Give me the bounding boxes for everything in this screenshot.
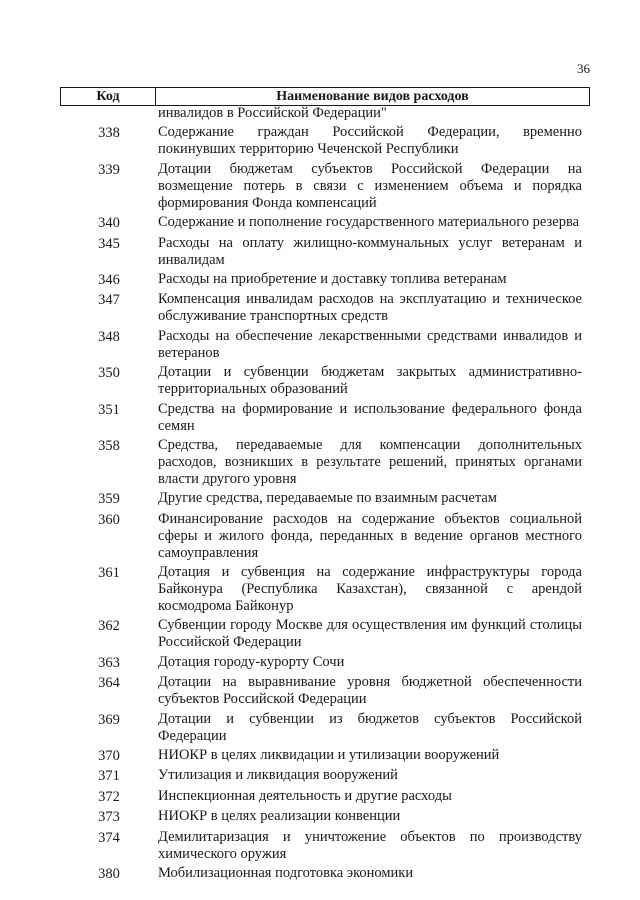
table-row — [60, 490, 590, 508]
table-row — [60, 291, 590, 325]
row-name: Утилизация и ликвидация вооружений — [158, 767, 398, 784]
page-number: 36 — [577, 61, 590, 76]
row-code: 363 — [98, 654, 120, 671]
row-code: 346 — [98, 271, 120, 288]
row-name: инвалидов в Российской Федерации" — [158, 105, 387, 121]
table-body — [60, 105, 590, 885]
table-row — [60, 271, 590, 289]
row-name: Финансирование расходов на содержание объектов социальной сферы и жилого фонда, переданных в ведение органов местного самоуправления — [158, 510, 582, 561]
row-name: Демилитаризация и уничтожение объектов по производству химического оружия — [158, 828, 582, 862]
row-name: Дотации бюджетам субъектов Российской Федерации на возмещение потерь в связи с изменением объема и порядка формирования Фонда компенсаций — [158, 160, 582, 211]
table-row — [60, 328, 590, 362]
row-name: Содержание граждан Российской Федерации, временно покинувших территорию Чеченской Республики — [158, 124, 582, 158]
row-code: 340 — [98, 215, 120, 232]
row-code: 374 — [98, 829, 120, 846]
table-row — [60, 235, 590, 269]
row-name: Расходы на оплату жилищно-коммунальных услуг ветеранам и инвалидам — [158, 234, 582, 268]
table-row — [60, 214, 590, 232]
table-row — [60, 124, 590, 158]
table-row — [60, 105, 590, 122]
table-row — [60, 767, 590, 785]
row-code: 350 — [98, 365, 120, 382]
table-row — [60, 808, 590, 826]
row-code: 345 — [98, 235, 120, 252]
row-code: 364 — [98, 675, 120, 692]
row-code: 380 — [98, 865, 120, 882]
row-code: 358 — [98, 437, 120, 454]
table-row — [60, 654, 590, 672]
table-row — [60, 788, 590, 806]
table-row — [60, 564, 590, 615]
row-code: 373 — [98, 809, 120, 826]
row-name: НИОКР в целях ликвидации и утилизации вооружений — [158, 747, 500, 764]
row-name: Средства на формирование и использование федерального фонда семян — [158, 400, 582, 434]
table-row — [60, 711, 590, 745]
row-code: 369 — [98, 711, 120, 728]
row-name: Дотации и субвенции бюджетам закрытых административно-территориальных образований — [158, 364, 582, 398]
table-row — [60, 437, 590, 488]
row-code: 372 — [98, 788, 120, 805]
row-name: Дотации на выравнивание уровня бюджетной обеспеченности субъектов Российской Федерации — [158, 674, 582, 708]
table-row — [60, 617, 590, 651]
row-name: Расходы на обеспечение лекарственными средствами инвалидов и ветеранов — [158, 327, 582, 361]
row-code: 362 — [98, 618, 120, 635]
row-name: НИОКР в целях реализации конвенции — [158, 808, 401, 825]
row-name: Инспекционная деятельность и другие расходы — [158, 787, 452, 804]
row-code: 339 — [98, 161, 120, 178]
row-name: Мобилизационная подготовка экономики — [158, 864, 414, 881]
row-code: 347 — [98, 292, 120, 309]
row-code: 348 — [98, 328, 120, 345]
row-code: 360 — [98, 511, 120, 528]
table-row — [60, 674, 590, 708]
row-name: Средства, передаваемые для компенсации дополнительных расходов, возникших в результате решений, принятых органами власти другого уровня — [158, 436, 582, 487]
row-code — [60, 105, 158, 122]
header-code: Код — [61, 88, 156, 105]
row-code: 361 — [98, 565, 120, 582]
table-row — [60, 161, 590, 212]
row-name: Расходы на приобретение и доставку топлива ветеранам — [158, 270, 507, 287]
row-code: 370 — [98, 748, 120, 765]
table-row — [60, 747, 590, 765]
row-name: Дотации и субвенции из бюджетов субъектов Российской Федерации — [158, 710, 582, 744]
row-name: Дотация и субвенция на содержание инфраструктуры города Байконура (Республика Казахстан), связанной с арендой космодрома Байконур — [158, 564, 582, 615]
row-name: Компенсация инвалидам расходов на эксплуатацию и техническое обслуживание транспортных средств — [158, 291, 582, 325]
table-row — [60, 401, 590, 435]
row-code: 351 — [98, 401, 120, 418]
row-name: Дотация городу-курорту Сочи — [158, 653, 345, 670]
row-name: Другие средства, передаваемые по взаимным расчетам — [158, 490, 497, 507]
table-row — [60, 829, 590, 863]
row-code: 359 — [98, 491, 120, 508]
table-row — [60, 364, 590, 398]
row-code: 371 — [98, 768, 120, 785]
table-row — [60, 511, 590, 562]
header-name: Наименование видов расходов — [276, 89, 469, 104]
table-row — [60, 865, 590, 883]
row-name: Содержание и пополнение государственного материального резерва — [158, 214, 580, 231]
row-name: Субвенции городу Москве для осуществления им функций столицы Российской Федерации — [158, 617, 582, 651]
table-header — [60, 87, 590, 106]
row-code: 338 — [98, 125, 120, 142]
